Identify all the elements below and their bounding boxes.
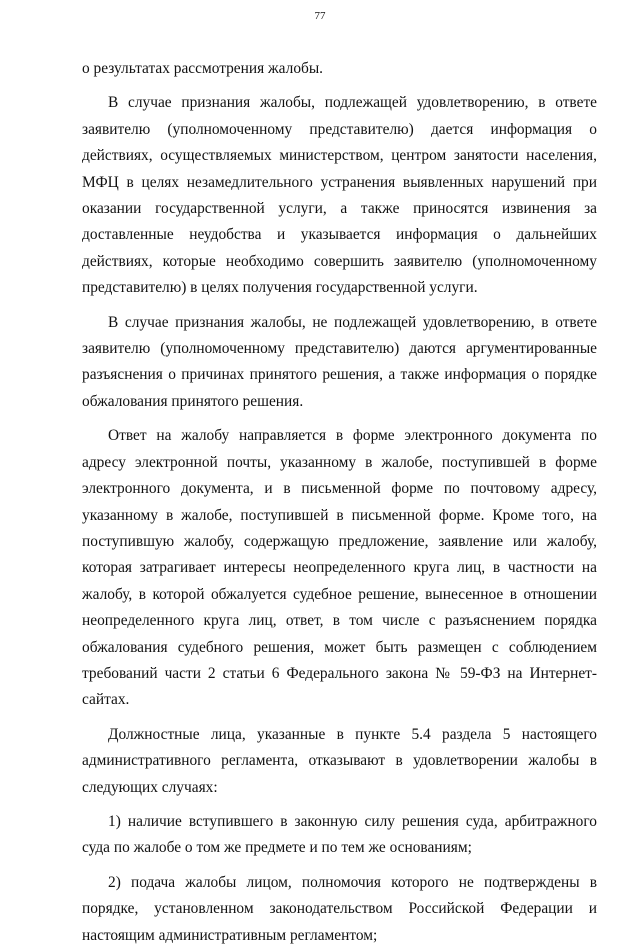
list-item-refusal-2: 2) подача жалобы лицом, полномочия которого не подтверждены в порядке, установленном законодательством Российской Федерации и настоящим административным регламентом;: [82, 873, 597, 944]
page-number: 77: [314, 10, 326, 22]
paragraph-refusal-grounds-intro: Должностные лица, указанные в пункте 5.4 раздела 5 настоящего административного регламента, отказывают в удовлетворении жалобы в следующих случаях:: [82, 725, 597, 796]
paragraph-continuation: о результатах рассмотрения жалобы.: [82, 60, 324, 77]
list-item-refusal-1: 1) наличие вступившего в законную силу решения суда, арбитражного суда по жалобе о том же предмете и по тем же основаниям;: [82, 812, 597, 857]
paragraph-complaint-upheld: В случае признания жалобы, подлежащей удовлетворению, в ответе заявителю (уполномоченному представителю) дается информация о действиях, осуществляемых министерством, центром занятости населения, МФЦ в целях незамедлительного устранения выявленных нарушений при оказании государственной услуги, а также приносятся извинения за доставленные неудобства и указывается информация о дальнейших действиях, которые необходимо совершить заявителю (уполномоченному представителю) в целях получения государственной услуги.: [82, 94, 597, 297]
paragraph-complaint-rejected: В случае признания жалобы, не подлежащей удовлетворению, в ответе заявителю (уполномоченному представителю) даются аргументированные разъяснения о причинах принятого решения, а также информация о порядке обжалования принятого решения.: [82, 313, 597, 410]
document-body: [82, 56, 597, 949]
paragraph-response-delivery: Ответ на жалобу направляется в форме электронного документа по адресу электронной почты, указанному в жалобе, поступившей в форме электронного документа, и в письменной форме по почтовому адресу, указанному в жалобе, поступившей в письменной форме. Кроме того, на поступившую жалобу, содержащую предложение, заявление или жалобу, которая затрагивает интересы неопределенного круга лиц, в частности на жалобу, в которой обжалуется судебное решение, вынесенное в отношении неопределенного круга лиц, ответ, в том числе с разъяснением порядка обжалования судебного решения, может быть размещен с соблюдением требований части 2 статьи 6 Федерального закона № 59-ФЗ на Интернет-сайтах.: [82, 427, 597, 709]
